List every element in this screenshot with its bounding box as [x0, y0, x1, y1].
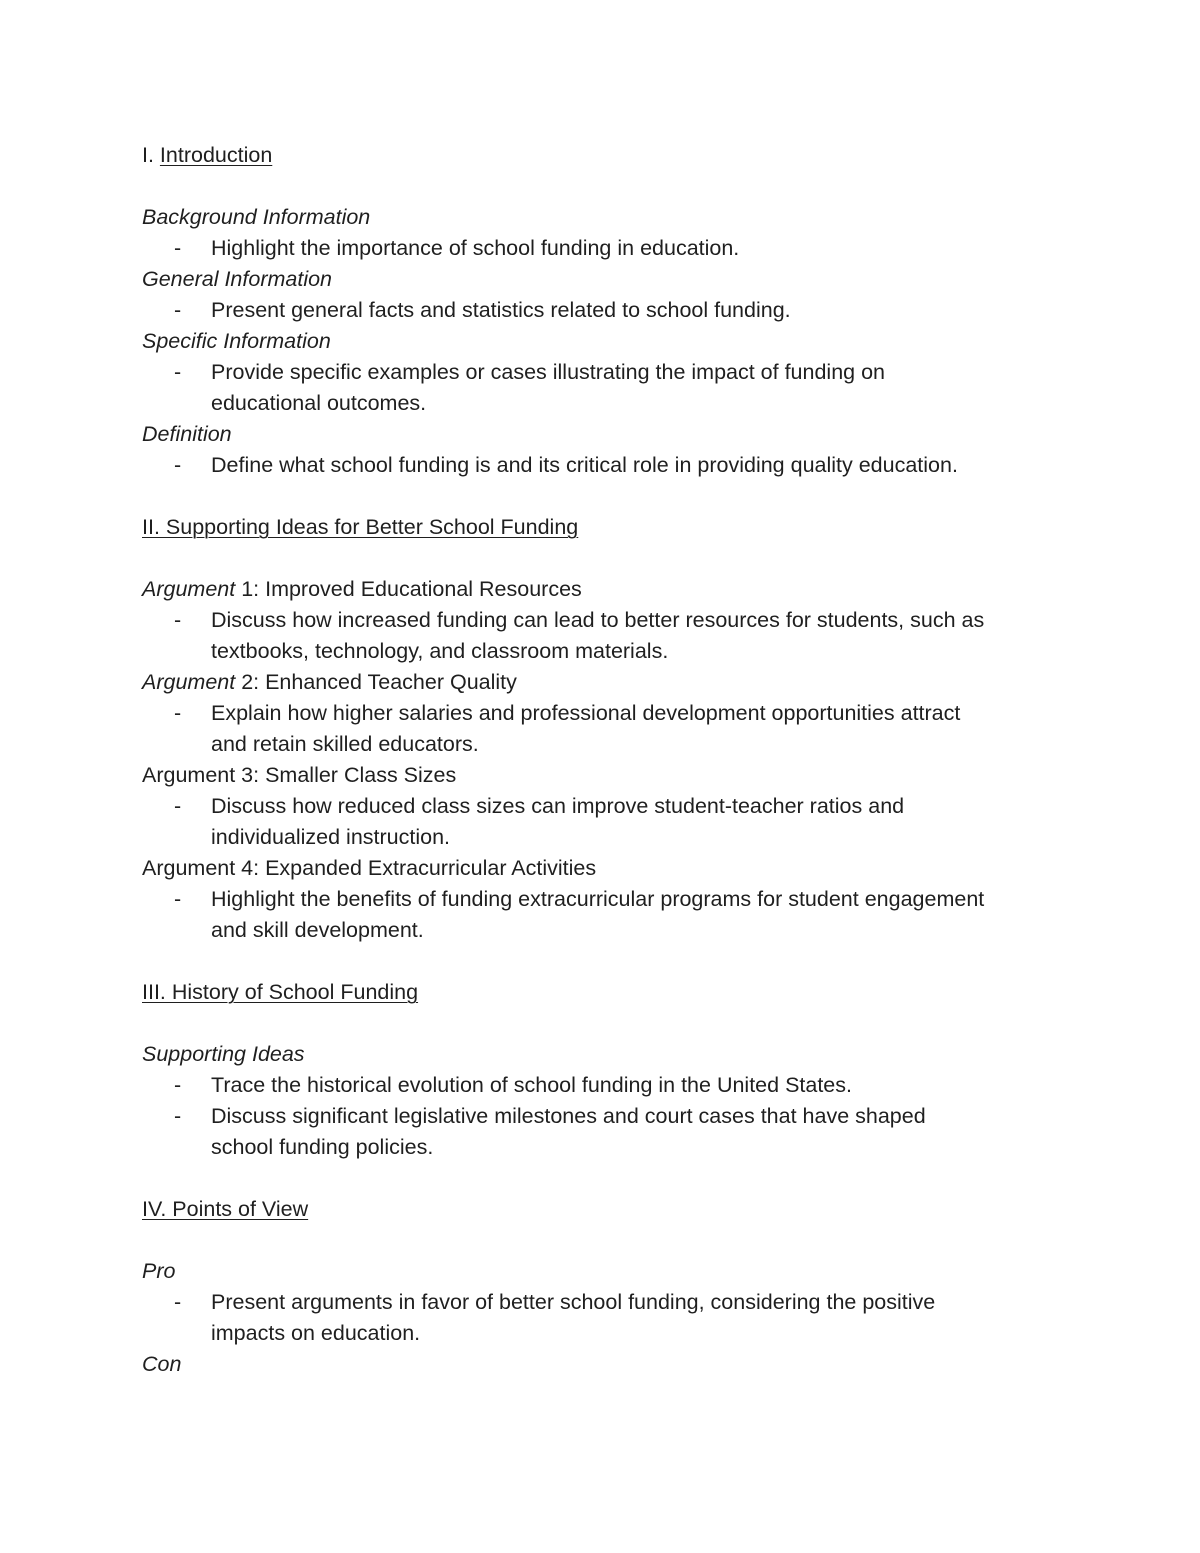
subheading-supporting-ideas: Supporting Ideas: [142, 1042, 305, 1066]
bullet-text-line-2: individualized instruction.: [211, 825, 451, 849]
dash-marker: -: [174, 1104, 182, 1128]
spacer: [142, 481, 1072, 512]
bullet-item: [142, 1287, 1072, 1349]
bullet-item: [142, 1101, 1072, 1163]
argument-title: 2: Enhanced Teacher Quality: [235, 670, 517, 694]
section-title: IV. Points of View: [142, 1197, 309, 1221]
bullet-item: [142, 295, 1072, 326]
bullet-item: [142, 357, 1072, 419]
bullet-text: Define what school funding is and its critical role in providing quality education.: [211, 453, 958, 477]
bullet-text-line-2: school funding policies.: [211, 1135, 434, 1159]
bullet-text-line-1: Present arguments in favor of better school funding, considering the positive: [211, 1290, 936, 1314]
section-title: Introduction: [159, 143, 273, 167]
argument-heading-3: Argument 3: Smaller Class Sizes: [142, 763, 457, 787]
bullet-text-line-2: impacts on education.: [211, 1321, 421, 1345]
dash-marker: -: [174, 453, 182, 477]
dash-marker: -: [174, 298, 182, 322]
bullet-text: Trace the historical evolution of school funding in the United States.: [211, 1073, 852, 1097]
dash-marker: -: [174, 236, 182, 260]
subheading-pro: Pro: [142, 1259, 176, 1283]
dash-marker: -: [174, 608, 182, 632]
spacer: [142, 1225, 1072, 1256]
spacer: [142, 1163, 1072, 1194]
dash-marker: -: [174, 1290, 182, 1314]
section-numeral: I.: [142, 143, 160, 167]
subheading-general: General Information: [142, 267, 333, 291]
section-title: II. Supporting Ideas for Better School Funding: [142, 515, 579, 539]
dash-marker: -: [174, 1073, 182, 1097]
bullet-text: Present general facts and statistics related to school funding.: [211, 298, 791, 322]
spacer: [142, 171, 1072, 202]
bullet-text-line-2: textbooks, technology, and classroom materials.: [211, 639, 669, 663]
outline-content: [142, 140, 1072, 1380]
bullet-item: [142, 1070, 1072, 1101]
bullet-item: [142, 698, 1072, 760]
argument-heading-4: Argument 4: Expanded Extracurricular Activities: [142, 856, 597, 880]
dash-marker: -: [174, 701, 182, 725]
spacer: [142, 543, 1072, 574]
section-title: III. History of School Funding: [142, 980, 419, 1004]
bullet-text-line-1: Explain how higher salaries and professional development opportunities attract: [211, 701, 961, 725]
spacer: [142, 1008, 1072, 1039]
bullet-text-line-2: and retain skilled educators.: [211, 732, 479, 756]
argument-heading-2: [142, 667, 1072, 698]
dash-marker: -: [174, 887, 182, 911]
subheading-background: Background Information: [142, 205, 371, 229]
bullet-text-line-1: Highlight the benefits of funding extracurricular programs for student engagement: [211, 887, 985, 911]
bullet-item: [142, 450, 1072, 481]
bullet-text-line-2: and skill development.: [211, 918, 424, 942]
bullet-item: [142, 791, 1072, 853]
section-heading-points-of-view: [142, 1194, 1072, 1225]
bullet-item: [142, 884, 1072, 946]
argument-label: Argument: [142, 670, 236, 694]
spacer: [142, 946, 1072, 977]
argument-label: Argument: [142, 577, 236, 601]
bullet-text: Highlight the importance of school funding in education.: [211, 236, 740, 260]
dash-marker: -: [174, 360, 182, 384]
bullet-text-line-1: Discuss significant legislative milestones and court cases that have shaped: [211, 1104, 926, 1128]
section-heading-supporting-ideas: [142, 512, 1072, 543]
bullet-text-line-1: Discuss how increased funding can lead to better resources for students, such as: [211, 608, 985, 632]
bullet-item: [142, 605, 1072, 667]
subheading-con: Con: [142, 1352, 182, 1376]
section-heading-history: [142, 977, 1072, 1008]
argument-title: 1: Improved Educational Resources: [235, 577, 582, 601]
bullet-item: [142, 233, 1072, 264]
subheading-specific: Specific Information: [142, 329, 331, 353]
bullet-text-line-1: Discuss how reduced class sizes can improve student-teacher ratios and: [211, 794, 905, 818]
bullet-text-line-1: Provide specific examples or cases illustrating the impact of funding on: [211, 360, 886, 384]
subheading-definition: Definition: [142, 422, 232, 446]
bullet-text-line-2: educational outcomes.: [211, 391, 427, 415]
argument-heading-1: [142, 574, 1072, 605]
dash-marker: -: [174, 794, 182, 818]
section-heading-introduction: [142, 140, 1072, 171]
